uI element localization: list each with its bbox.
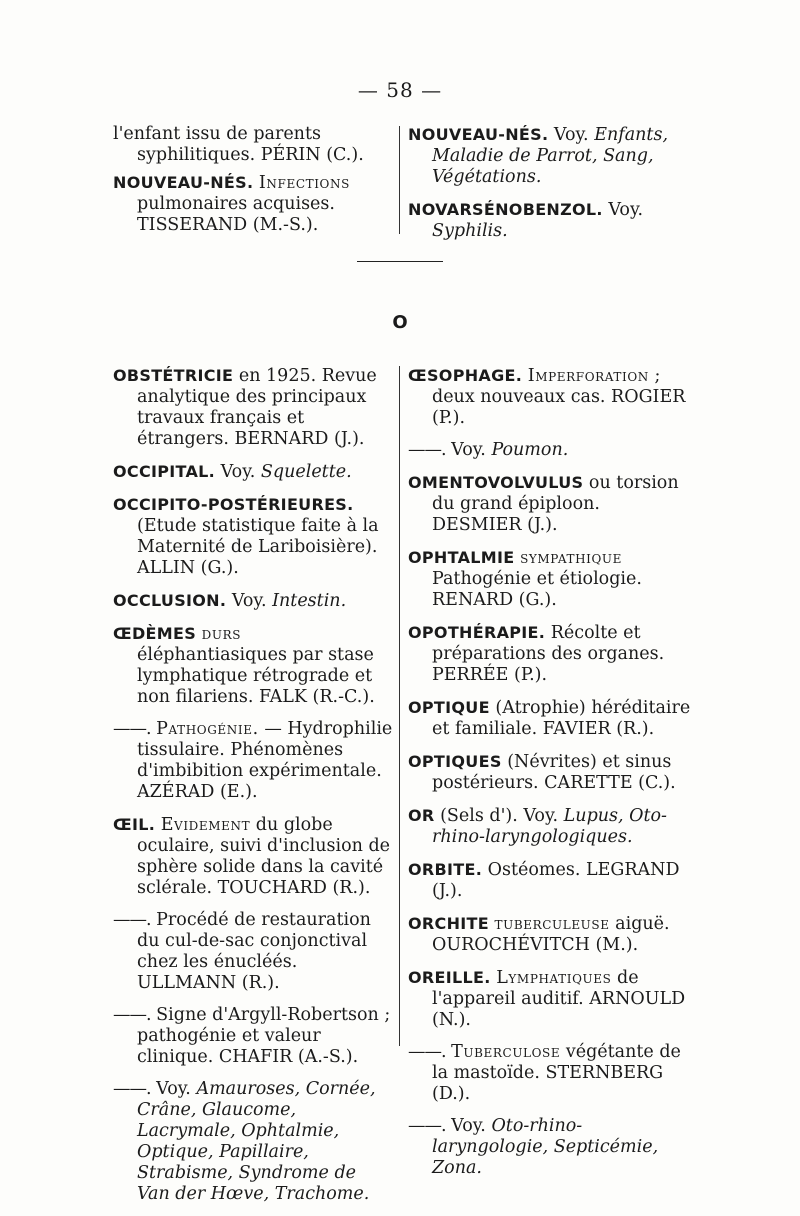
entry-headword: ORCHITE	[408, 914, 489, 933]
entry-text: Voy.	[156, 1079, 191, 1099]
index-entry	[408, 859, 693, 902]
entry-text: en 1925. Revue analytique des principaux travaux français et étrangers. BERNARD (J.).	[137, 366, 377, 449]
entry-cross-reference: Syphilis.	[432, 221, 508, 241]
entry-headword: ŒSOPHAGE.	[408, 366, 523, 385]
column-top-right	[408, 124, 693, 253]
index-entry	[113, 910, 393, 994]
entry-headword: OPOTHÉRAPIE.	[408, 623, 546, 642]
column-top-left	[113, 124, 393, 247]
entry-text: Voy.	[231, 591, 267, 611]
entry-text: ou torsion du grand épiploon. DESMIER (J.).	[432, 473, 679, 535]
entry-headword: OPTIQUE	[408, 698, 490, 717]
entry-text: éléphantiasiques par stase lymphatique rétrograde et non filariens. FALK (R.-C.).	[137, 645, 375, 707]
entry-text: de l'appareil auditif. ARNOULD (N.).	[432, 968, 686, 1030]
entry-text: (Sels d'). Voy.	[440, 806, 559, 826]
entry-dash: ——.	[408, 440, 446, 460]
entry-text: végétante de la mastoïde. STERNBERG (D.).	[432, 1042, 681, 1104]
entry-headword: OREILLE.	[408, 968, 491, 987]
entry-headword: OCCLUSION.	[113, 591, 227, 610]
entry-headword: OPTIQUES	[408, 752, 502, 771]
entry-text: aiguë. OUROCHÉVITCH (M.).	[432, 914, 670, 955]
entry-headword: OBSTÉTRICIE	[113, 366, 234, 385]
entry-headword: OPHTALMIE	[408, 548, 515, 567]
entry-text: Procédé de restauration du cul-de-sac conjonctival chez les énucléés. ULLMANN (R.).	[137, 910, 371, 993]
entry-cross-reference: Oto-rhino-laryngologie, Septicémie, Zona.	[432, 1116, 659, 1178]
index-entry	[408, 472, 693, 536]
entry-cross-reference: Squelette.	[260, 462, 352, 482]
index-entry	[113, 124, 393, 166]
index-entry	[113, 365, 393, 450]
entry-small-caps: Imperforation	[527, 366, 649, 386]
entry-text: ; deux nouveaux cas. ROGIER (P.).	[432, 366, 686, 428]
entry-headword: ŒIL.	[113, 815, 156, 834]
index-entry	[408, 805, 693, 848]
entry-text: (Névrites) et sinus postérieurs. CARETTE (C.).	[432, 752, 676, 793]
index-entry	[408, 365, 693, 429]
index-entry	[113, 461, 393, 483]
entry-headword: OR	[408, 806, 435, 825]
entry-cross-reference: Lupus, Oto-rhino-laryngologiques.	[432, 806, 667, 847]
entry-small-caps: durs	[201, 624, 242, 644]
index-entry	[408, 1116, 693, 1179]
index-entry	[113, 1079, 393, 1205]
entry-text: Voy.	[451, 440, 486, 460]
entry-text: — Hydrophilie tissulaire. Phénomènes d'imbibition expérimentale. AZÉRAD (E.).	[137, 719, 393, 802]
entry-text: Voy.	[451, 1116, 486, 1136]
entry-dash: ——.	[408, 1042, 446, 1062]
section-letter: O	[392, 312, 408, 333]
entry-text: Voy.	[608, 200, 644, 220]
entry-text: Voy.	[220, 462, 256, 482]
entry-headword: ŒDÈMES	[113, 624, 197, 643]
index-entry	[408, 124, 693, 188]
index-entry	[408, 967, 693, 1031]
entry-text: du globe oculaire, suivi d'inclusion de sphère solide dans la cavité sclérale. TOUCHARD (R.).	[137, 815, 391, 898]
entry-small-caps: Lymphatiques	[496, 968, 612, 988]
entry-text: Signe d'Argyll-Robertson ; pathogénie et valeur clinique. CHAFIR (A.-S.).	[137, 1005, 391, 1067]
entry-cross-reference: Poumon.	[491, 440, 569, 460]
entry-dash: ——.	[113, 1079, 151, 1099]
entry-headword: NOVARSÉNOBENZOL.	[408, 200, 603, 219]
entry-text: (Etude statistique faite à la Maternité de Lariboisière). ALLIN (G.).	[137, 516, 379, 578]
entry-text: pulmonaires acquises. TISSERAND (M.-S.).	[137, 194, 335, 235]
index-entry	[408, 547, 693, 611]
index-entry	[113, 814, 393, 899]
entry-small-caps: sympathique	[520, 548, 622, 568]
entry-text: Récolte et préparations des organes. PERRÉE (P.).	[432, 623, 665, 685]
index-entry	[113, 172, 393, 236]
index-entry	[113, 590, 393, 612]
index-entry	[113, 1005, 393, 1068]
column-divider-bottom	[399, 366, 400, 1046]
section-rule	[357, 261, 443, 262]
column-bottom-right	[408, 365, 693, 1190]
entry-dash: ——.	[113, 719, 151, 739]
column-divider-top	[399, 126, 400, 234]
index-entry	[408, 913, 693, 956]
index-entry	[408, 697, 693, 740]
index-entry	[113, 623, 393, 708]
entry-headword: OCCIPITAL.	[113, 462, 216, 481]
entry-text: Voy.	[553, 125, 589, 145]
entry-text: Ostéomes. LEGRAND (J.).	[432, 860, 680, 901]
index-entry	[408, 440, 693, 461]
index-entry	[113, 494, 393, 579]
entry-small-caps: Tuberculose	[451, 1042, 561, 1062]
entry-cross-reference: Intestin.	[272, 591, 347, 611]
entry-headword: ORBITE.	[408, 860, 483, 879]
entry-dash: ——.	[113, 1005, 151, 1025]
entry-text: l'enfant issu de parents syphilitiques. PÉRIN (C.).	[113, 124, 364, 165]
index-entry	[408, 751, 693, 794]
entry-headword: OCCIPITO-POSTÉRIEURES.	[113, 495, 354, 514]
entry-small-caps: Pathogénie.	[156, 719, 259, 739]
index-entry	[408, 199, 693, 242]
entry-headword: OMENTOVOLVULUS	[408, 473, 584, 492]
entry-dash: ——.	[113, 910, 151, 930]
page-number: — 58 —	[357, 78, 443, 102]
index-entry	[113, 719, 393, 803]
entry-dash: ——.	[408, 1116, 446, 1136]
entry-cross-reference: Enfants, Maladie de Parrot, Sang, Végétations.	[432, 125, 669, 187]
entry-small-caps: tuberculeuse	[494, 914, 610, 934]
entry-cross-reference: Amauroses, Cornée, Crâne, Glaucome, Lacrymale, Ophtalmie, Optique, Papillaire, Strabisme, Syndrome de Van der Hœve, Trachome.	[137, 1079, 376, 1204]
entry-text: Pathogénie et étiologie. RENARD (G.).	[432, 569, 642, 610]
entry-small-caps: Infections	[258, 173, 350, 193]
index-entry	[408, 1042, 693, 1105]
index-entry	[408, 622, 693, 686]
entry-text: (Atrophie) héréditaire et familiale. FAVIER (R.).	[432, 698, 691, 739]
column-bottom-left	[113, 365, 393, 1216]
entry-headword: NOUVEAU-NÉS.	[113, 173, 254, 192]
entry-small-caps: Evidement	[160, 815, 251, 835]
entry-headword: NOUVEAU-NÉS.	[408, 125, 549, 144]
